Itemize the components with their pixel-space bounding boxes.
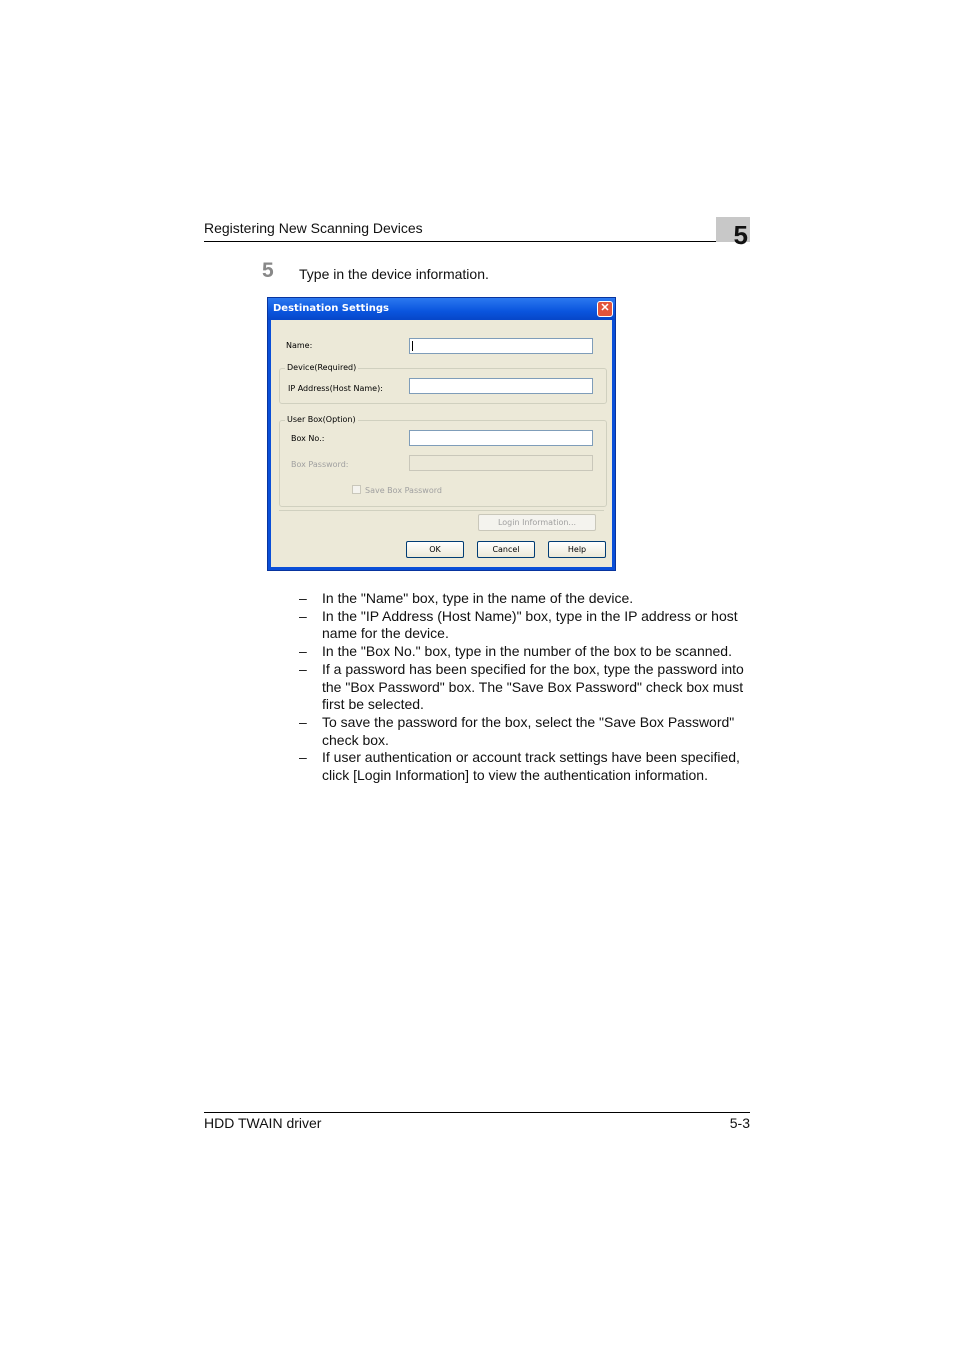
bullet-item — [299, 608, 759, 643]
bullet-text: If user authentication or account track settings have been specified, click [Login Information] to view the authentication information. — [322, 749, 740, 784]
box-password-input[interactable] — [409, 455, 593, 471]
save-box-password-checkbox[interactable] — [352, 485, 361, 494]
cancel-button[interactable]: Cancel — [477, 541, 535, 558]
footer-manual-title: HDD TWAIN driver — [204, 1115, 322, 1131]
box-no-input[interactable] — [409, 430, 593, 446]
bullet-dash: – — [299, 643, 307, 660]
bullet-dash: – — [299, 590, 307, 606]
login-information-button[interactable]: Login Information... — [478, 514, 596, 531]
dialog-separator — [279, 510, 604, 511]
dialog-title: Destination Settings — [273, 303, 389, 314]
footer-rule — [204, 1112, 750, 1113]
close-icon[interactable]: ✕ — [597, 301, 613, 317]
bullet-text: In the "Box No." box, type in the number of the box to be scanned. — [322, 643, 732, 660]
text-caret — [412, 341, 413, 351]
bullet-text: In the "Name" box, type in the name of the device. — [322, 590, 634, 606]
bullet-dash: – — [299, 713, 307, 730]
bullet-text: To save the password for the box, select the "Save Box Password" check box. — [322, 713, 735, 748]
box-password-label: Box Password: — [291, 460, 349, 469]
ip-address-label: IP Address(Host Name): — [288, 384, 383, 393]
bullet-dash: – — [299, 607, 307, 624]
dialog-client-area — [271, 320, 612, 567]
name-input[interactable] — [409, 338, 593, 354]
bullet-item — [299, 749, 759, 784]
bullet-item — [299, 590, 759, 608]
user-box-option-legend: User Box(Option) — [287, 415, 356, 424]
step-instruction: Type in the device information. — [299, 266, 489, 282]
bullet-text: If a password has been specified for the box, type the password into the "Box Password" box. The "Save Box Password" check box must first be selected. — [322, 660, 744, 713]
bullet-dash: – — [299, 660, 307, 677]
device-required-legend: Device(Required) — [287, 363, 357, 372]
bullet-item — [299, 661, 759, 714]
footer-page-number: 5-3 — [729, 1115, 750, 1131]
box-no-label: Box No.: — [291, 434, 325, 443]
name-label: Name: — [286, 341, 313, 350]
save-box-password-label: Save Box Password — [365, 486, 442, 495]
chapter-number: 5 — [733, 220, 748, 250]
ip-address-input[interactable] — [409, 378, 593, 394]
help-button[interactable]: Help — [548, 541, 606, 558]
instruction-bullet-list — [299, 590, 759, 785]
bullet-text: In the "IP Address (Host Name)" box, type in the IP address or host name for the device. — [322, 607, 738, 642]
running-header-title: Registering New Scanning Devices — [204, 220, 423, 236]
ok-button[interactable]: OK — [406, 541, 464, 558]
bullet-item — [299, 643, 759, 661]
step-number: 5 — [262, 259, 274, 282]
chapter-number-box — [716, 217, 750, 250]
dialog-titlebar[interactable] — [268, 298, 615, 320]
destination-settings-dialog — [267, 297, 616, 571]
bullet-item — [299, 714, 759, 749]
header-rule — [204, 241, 750, 242]
bullet-dash: – — [299, 749, 307, 766]
